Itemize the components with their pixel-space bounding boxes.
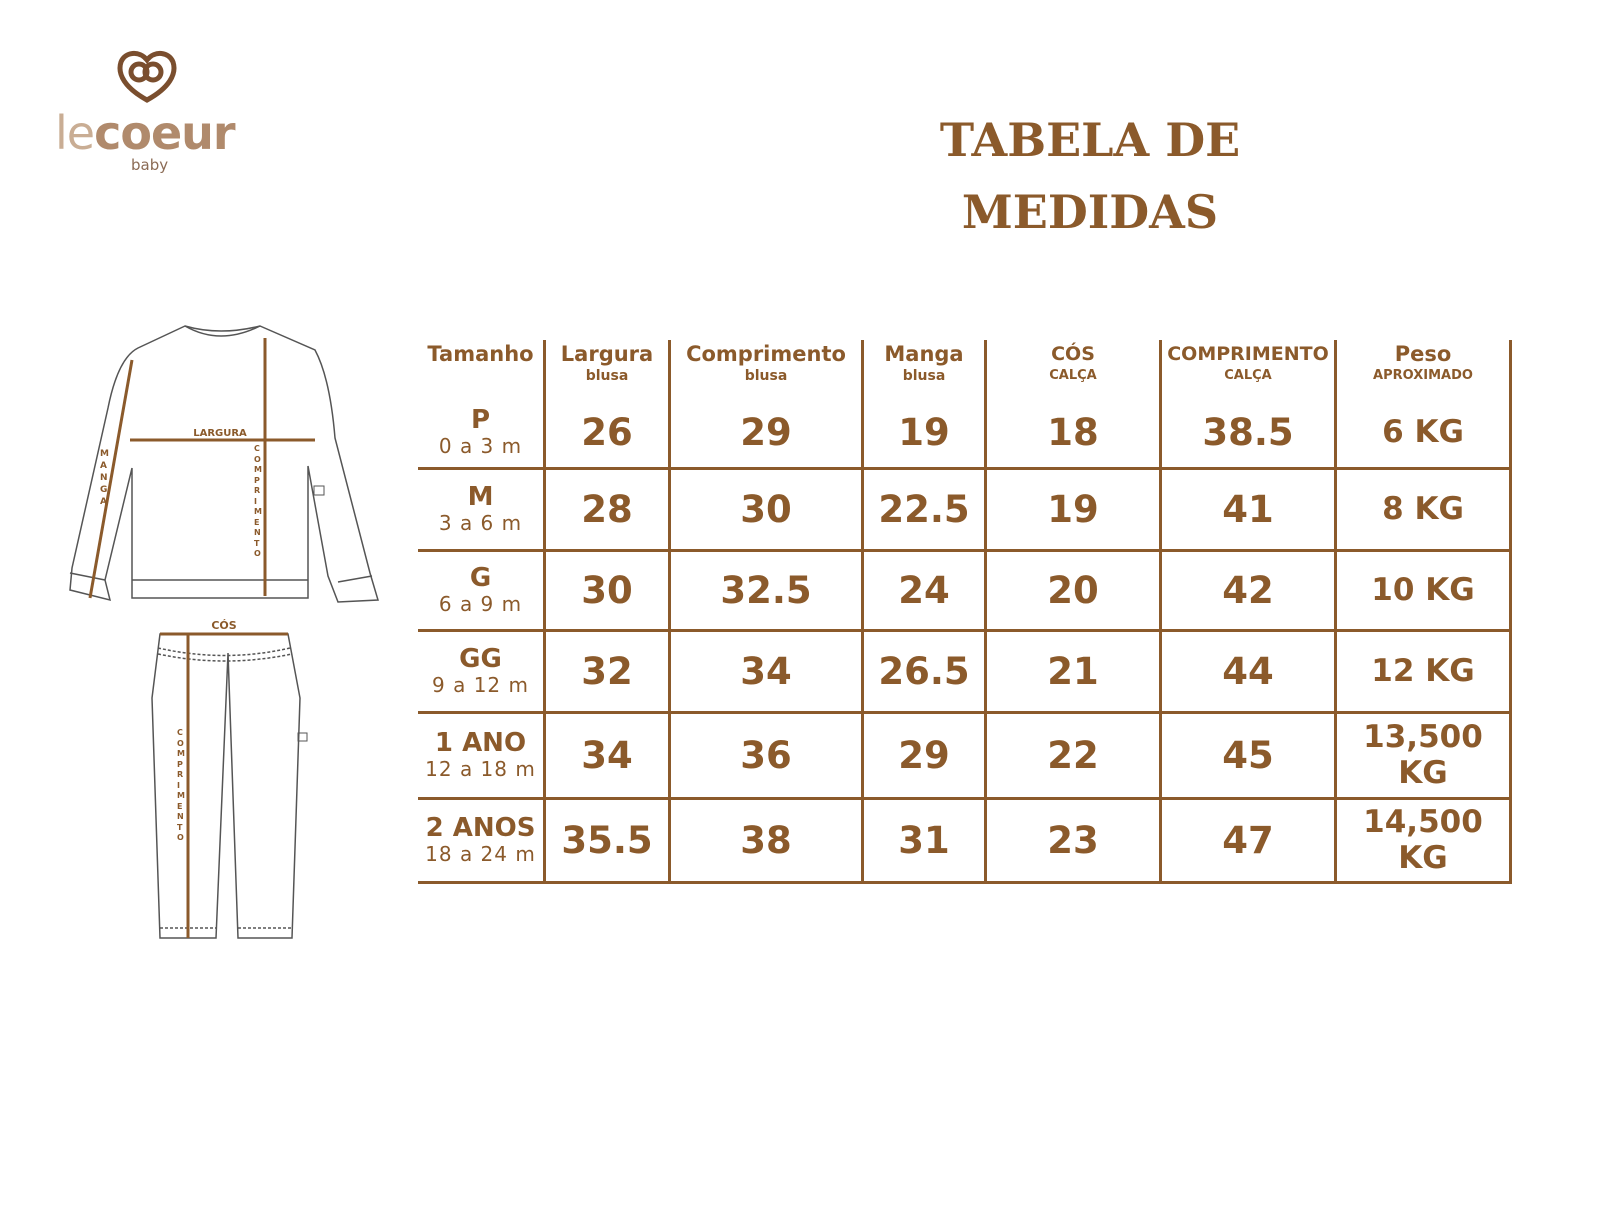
table-header-row (418, 340, 1511, 398)
largura-cell: 26 (545, 398, 670, 468)
comprimento-cell: 36 (670, 712, 863, 798)
page-title (900, 104, 1280, 248)
size-cell: GG 9 a 12 m (418, 630, 545, 712)
peso-cell: 14,500 KG (1336, 798, 1511, 882)
manga-cell: 24 (863, 550, 986, 630)
manga-cell: 22.5 (863, 468, 986, 550)
cos-cell: 21 (986, 630, 1161, 712)
manga-cell: 31 (863, 798, 986, 882)
header-peso: Peso APROXIMADO (1336, 340, 1511, 398)
garment-diagram (60, 318, 390, 948)
peso-cell: 6 KG (1336, 398, 1511, 468)
brand-subtitle: baby (131, 156, 169, 174)
pants-illustration (152, 634, 307, 938)
table-row (418, 398, 1511, 468)
comprimento-cell: 30 (670, 468, 863, 550)
title-line-2: MEDIDAS (961, 185, 1219, 239)
header-comprimento-calca: COMPRIMENTO CALÇA (1161, 340, 1336, 398)
title-line-1: TABELA DE (939, 113, 1241, 167)
size-cell: G 6 a 9 m (418, 550, 545, 630)
header-manga: Manga blusa (863, 340, 986, 398)
size-cell: 1 ANO 12 a 18 m (418, 712, 545, 798)
shirt-length-label: C O M P R I M E N T O (254, 444, 262, 558)
header-comprimento: Comprimento blusa (670, 340, 863, 398)
brand-logo (55, 48, 255, 178)
cos-cell: 18 (986, 398, 1161, 468)
sweatshirt-illustration (70, 326, 378, 602)
comprimento-calca-cell: 45 (1161, 712, 1336, 798)
table-row (418, 630, 1511, 712)
comprimento-cell: 34 (670, 630, 863, 712)
width-label: LARGURA (193, 428, 247, 439)
comprimento-calca-cell: 41 (1161, 468, 1336, 550)
comprimento-cell: 29 (670, 398, 863, 468)
peso-cell: 13,500 KG (1336, 712, 1511, 798)
cos-cell: 23 (986, 798, 1161, 882)
size-table (418, 340, 1512, 884)
size-cell: M 3 a 6 m (418, 468, 545, 550)
manga-cell: 26.5 (863, 630, 986, 712)
comprimento-cell: 38 (670, 798, 863, 882)
header-cos: CÓS CALÇA (986, 340, 1161, 398)
comprimento-calca-cell: 44 (1161, 630, 1336, 712)
pants-length-label: C O M P R I M E N T O (177, 728, 185, 842)
manga-cell: 29 (863, 712, 986, 798)
heart-logo-icon (115, 48, 179, 104)
size-cell: P 0 a 3 m (418, 398, 545, 468)
brand-wordmark: lecoeur (55, 106, 235, 160)
comprimento-calca-cell: 47 (1161, 798, 1336, 882)
largura-cell: 30 (545, 550, 670, 630)
header-largura: Largura blusa (545, 340, 670, 398)
sleeve-label: M A N G A (100, 449, 109, 507)
comprimento-cell: 32.5 (670, 550, 863, 630)
largura-cell: 32 (545, 630, 670, 712)
cos-cell: 20 (986, 550, 1161, 630)
largura-cell: 35.5 (545, 798, 670, 882)
comprimento-calca-cell: 42 (1161, 550, 1336, 630)
table-row (418, 798, 1511, 882)
cos-cell: 22 (986, 712, 1161, 798)
largura-cell: 34 (545, 712, 670, 798)
peso-cell: 12 KG (1336, 630, 1511, 712)
table-row (418, 468, 1511, 550)
waist-label: CÓS (211, 619, 237, 632)
peso-cell: 8 KG (1336, 468, 1511, 550)
manga-cell: 19 (863, 398, 986, 468)
peso-cell: 10 KG (1336, 550, 1511, 630)
size-cell: 2 ANOS 18 a 24 m (418, 798, 545, 882)
largura-cell: 28 (545, 468, 670, 550)
comprimento-calca-cell: 38.5 (1161, 398, 1336, 468)
cos-cell: 19 (986, 468, 1161, 550)
header-tamanho: Tamanho (418, 340, 545, 398)
table-row (418, 712, 1511, 798)
table-row (418, 550, 1511, 630)
